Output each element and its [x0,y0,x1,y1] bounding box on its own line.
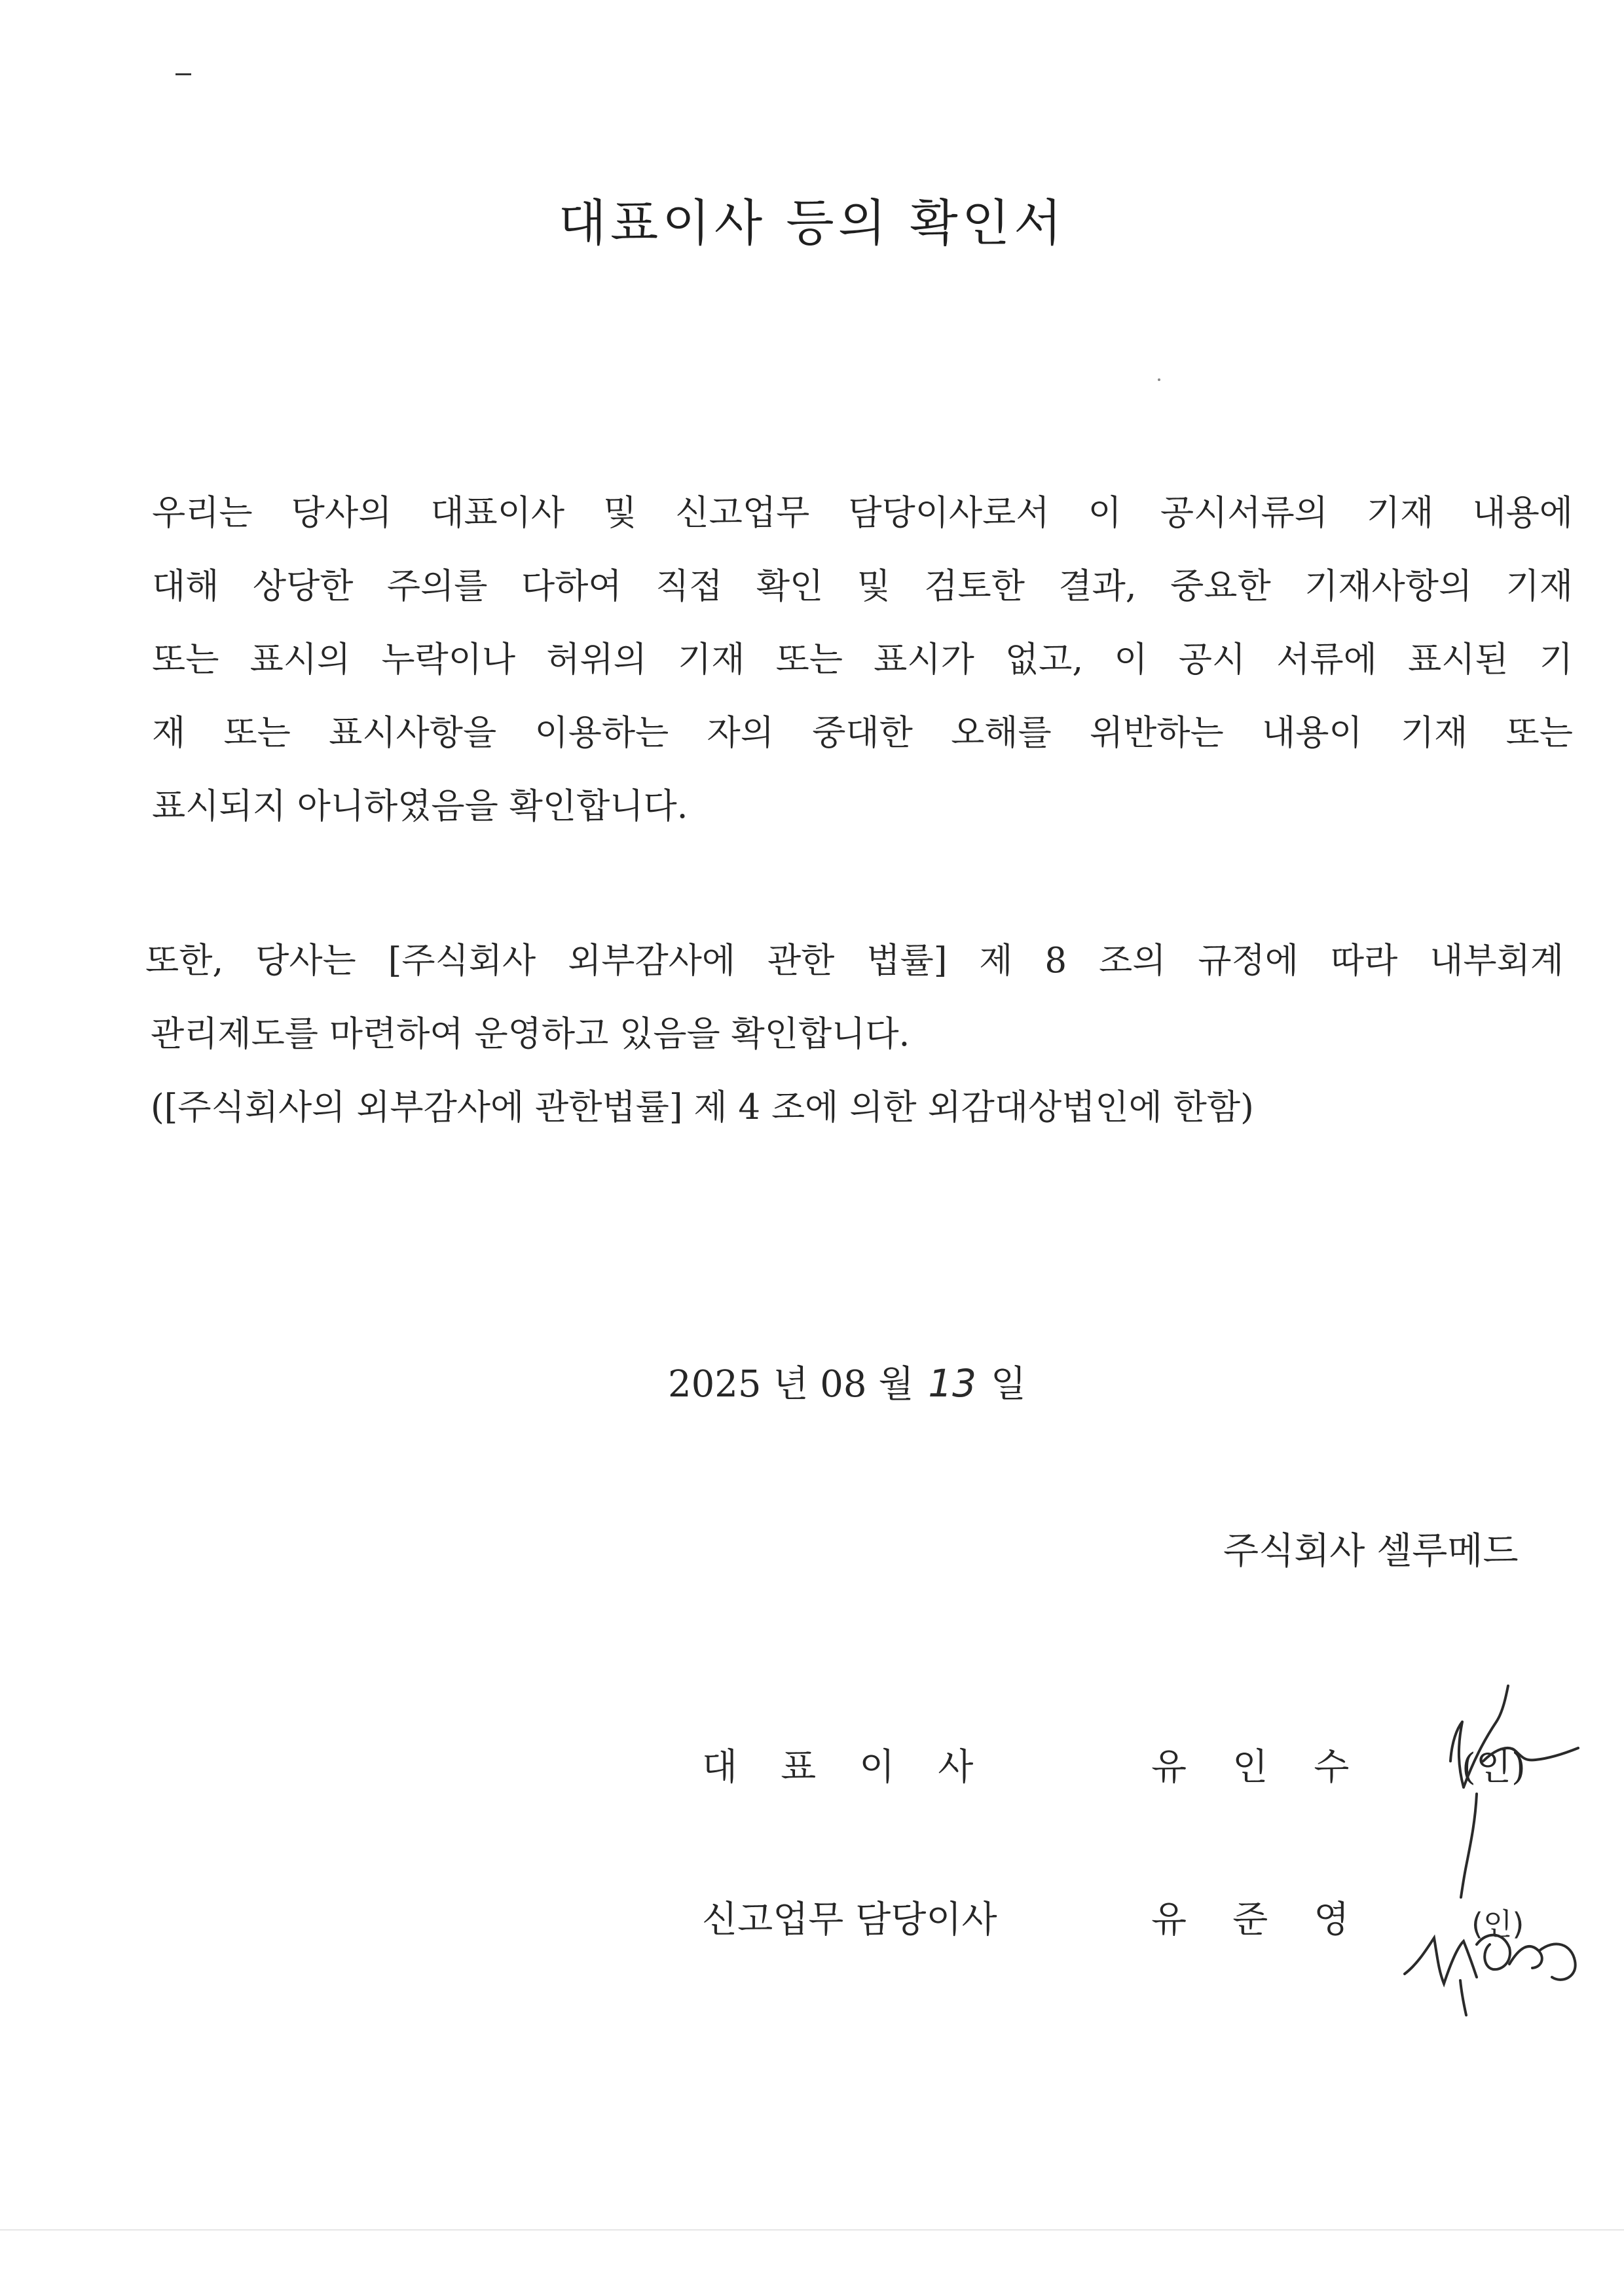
signatory-role: 대표이사 [702,1746,1017,1789]
signatory-disclosure-director [702,1891,1553,1950]
signatory-name: 유인수 [1151,1746,1395,1789]
date-month: 08 [820,1363,867,1406]
seal-mark: (인) [1462,1746,1526,1789]
internal-control-paragraph [145,924,1564,1144]
paragraph-line: 또는 표시의 누락이나 허위의 기재 또는 표시가 없고, 이 공시 서류에 표시된 기 [152,640,1573,680]
signatory-name: 유준영 [1151,1899,1395,1941]
paragraph-line: 재 또는 표시사항을 이용하는 자의 중대한 오해를 위반하는 내용이 기재 또는 [152,713,1573,753]
date-year: 2025 [668,1363,762,1406]
paragraph-line: 대해 상당한 주의를 다하여 직접 확인 및 검토한 결과, 중요한 기재사항의 기재 [152,566,1573,606]
paragraph-line: 관리제도를 마련하여 운영하고 있음을 확인합니다. [151,1014,910,1054]
paragraph-line: 표시되지 아니하였음을 확인합니다. [152,786,688,826]
document-title: 대표이사 등의 확인서 [558,194,1066,252]
seal-mark: (인) [1471,1906,1524,1942]
scan-footer-line [0,2229,1624,2231]
paragraph-line: 또한, 당사는 [주식회사 외부감사에 관한 법률] 제 8 조의 규정에 따라 내부회계 [145,941,1564,981]
paragraph-line: 우리는 당사의 대표이사 및 신고업무 담당이사로서 이 공시서류의 기재 내용에 [152,493,1573,533]
scan-mark [175,73,191,75]
confirmation-paragraph [152,477,1573,843]
company-name: 주식회사 셀루메드 [1223,1530,1519,1573]
scan-speck [1158,378,1160,381]
date-year-unit: 년 [773,1363,809,1406]
paragraph-note-line: ([주식회사의 외부감사에 관한법률] 제 4 조에 의한 외감대상법인에 한함) [151,1087,1254,1127]
document-date [668,1355,1026,1408]
date-month-unit: 월 [878,1363,914,1406]
date-day-handwritten: 13 [928,1361,977,1406]
signatory-ceo [702,1738,1553,1797]
signatory-role: 신고업무 담당이사 [702,1899,997,1941]
date-day-unit: 일 [990,1363,1026,1406]
